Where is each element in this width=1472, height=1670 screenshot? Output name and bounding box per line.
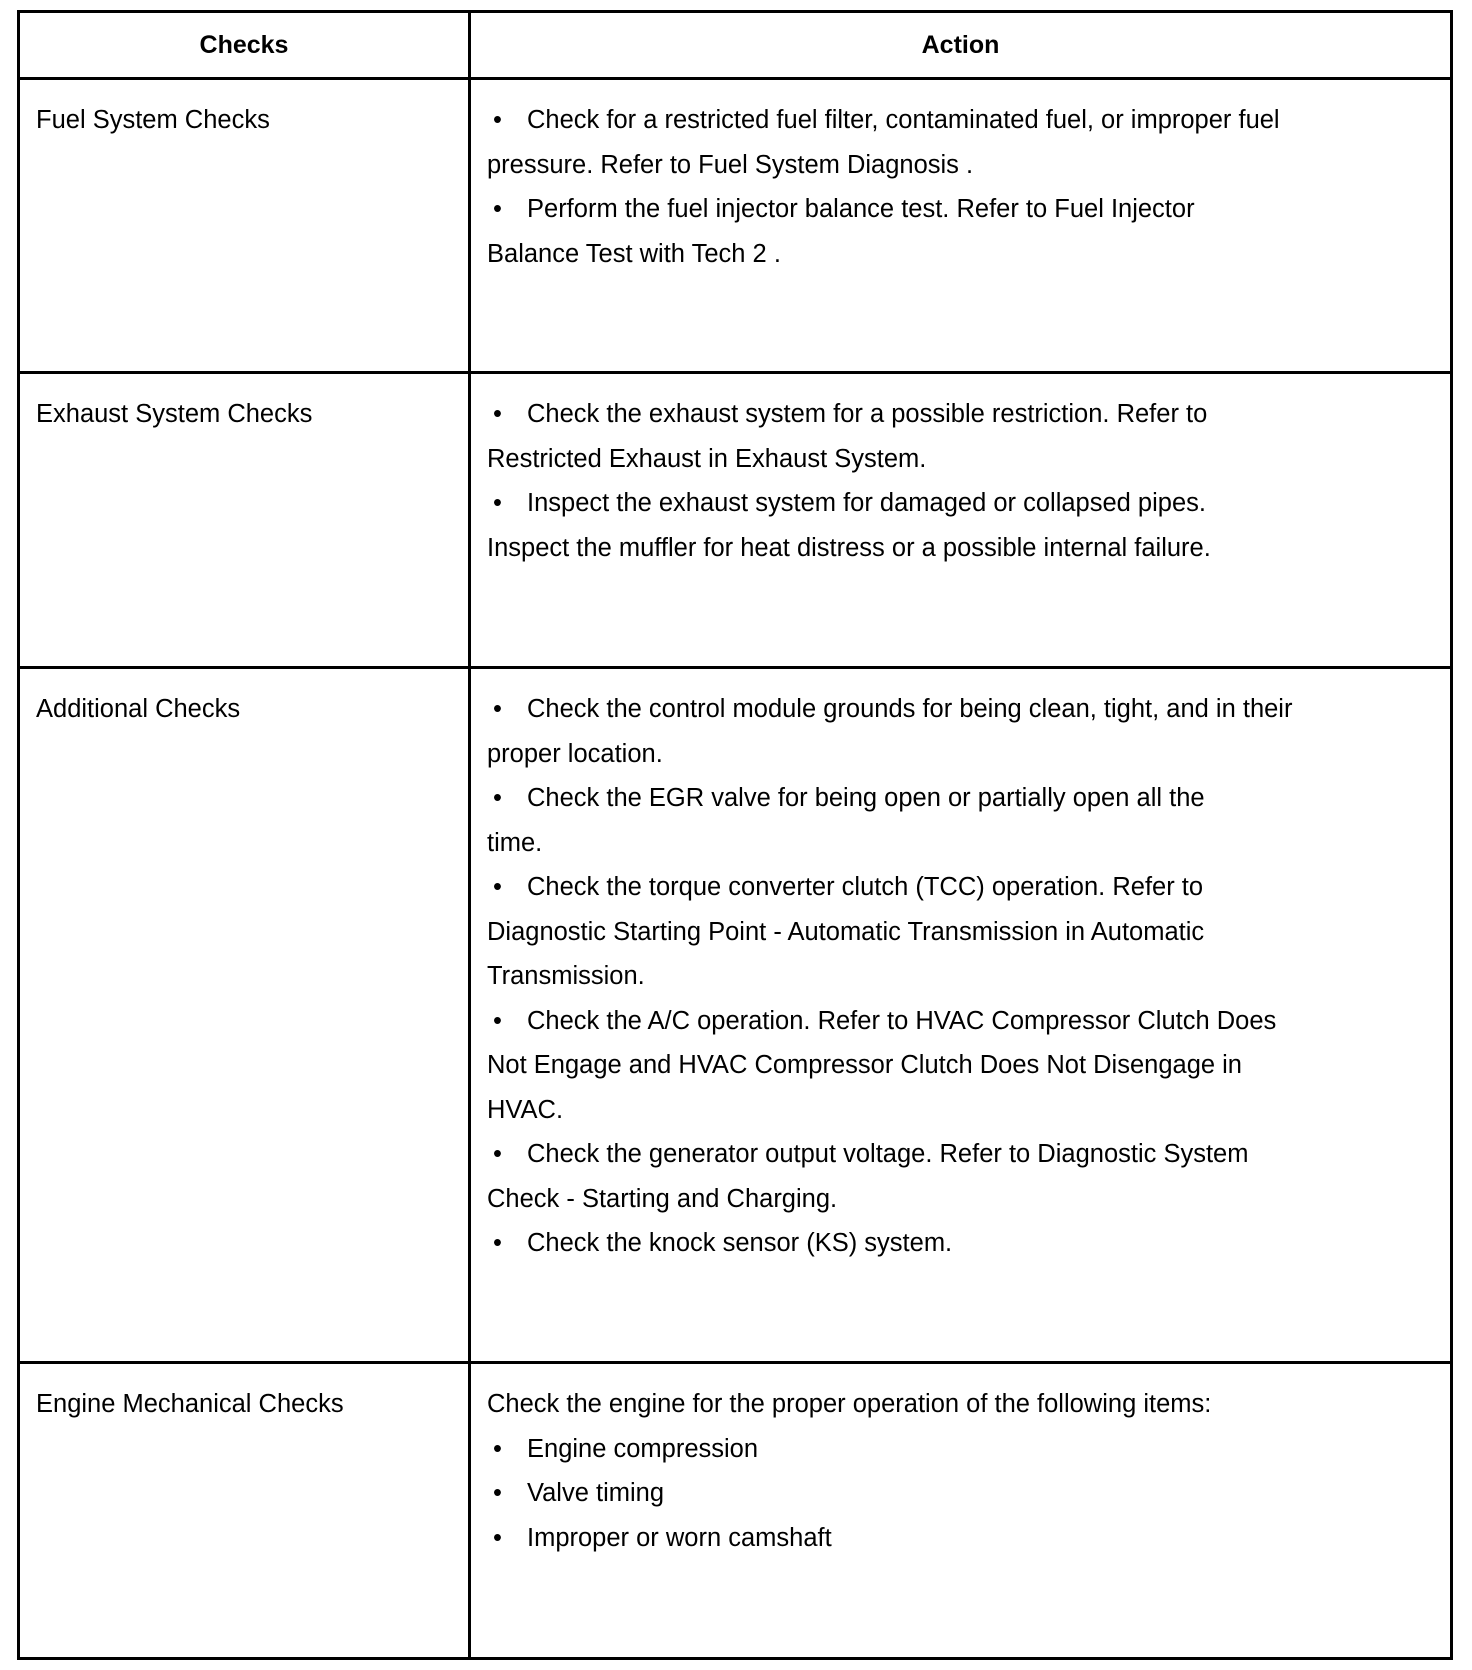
action-text: Improper or worn camshaft xyxy=(527,1523,832,1552)
action-text: Check the control module grounds for being clean, tight, and in their xyxy=(527,695,1293,723)
table-row xyxy=(19,373,1452,668)
action-line xyxy=(487,821,1450,866)
action-text: Check the knock sensor (KS) system. xyxy=(527,1229,953,1257)
action-line xyxy=(487,232,1450,277)
action-line xyxy=(487,999,1450,1044)
header-row xyxy=(19,12,1452,79)
header-checks: Checks xyxy=(19,12,470,79)
action-text: Engine compression xyxy=(527,1434,759,1463)
bullet-icon: • xyxy=(493,1523,502,1552)
bullet-icon: • xyxy=(493,873,502,901)
action-line xyxy=(487,1516,1450,1561)
bullet-icon: • xyxy=(493,695,502,723)
action-line xyxy=(487,437,1450,482)
check-cell xyxy=(19,1363,470,1659)
action-line xyxy=(487,1043,1450,1088)
table-row xyxy=(19,668,1452,1363)
action-text: Valve timing xyxy=(527,1479,665,1507)
bullet-icon: • xyxy=(493,784,502,812)
check-cell xyxy=(19,668,470,1363)
action-cell xyxy=(470,79,1452,373)
action-line xyxy=(487,392,1450,437)
table-row xyxy=(19,1363,1452,1659)
check-label: Fuel System Checks xyxy=(36,106,270,134)
action-text: time. xyxy=(487,828,543,857)
bullet-icon: • xyxy=(493,489,502,517)
action-line xyxy=(487,143,1450,188)
action-line xyxy=(487,481,1450,526)
action-line xyxy=(487,1382,1450,1427)
action-line xyxy=(487,526,1450,571)
action-text: Perform the fuel injector balance test. Refer to Fuel Injector xyxy=(527,195,1195,223)
action-text: Diagnostic Starting Point - Automatic Transmission in Automatic xyxy=(487,917,1205,946)
action-line xyxy=(487,98,1450,143)
action-cell xyxy=(470,668,1452,1363)
action-line xyxy=(487,910,1450,955)
action-cell xyxy=(470,1363,1452,1659)
bullet-icon: • xyxy=(493,106,502,134)
action-text: Check the generator output voltage. Refer to Diagnostic System xyxy=(527,1140,1249,1168)
action-text: Not Engage and HVAC Compressor Clutch Does Not Disengage in xyxy=(487,1051,1242,1079)
action-text: Balance Test with Tech 2 . xyxy=(487,239,781,268)
action-line xyxy=(487,954,1450,999)
action-text: Inspect the exhaust system for damaged or collapsed pipes. xyxy=(527,489,1206,517)
bullet-icon: • xyxy=(493,1434,502,1463)
action-text: Restricted Exhaust in Exhaust System. xyxy=(487,444,927,473)
bullet-icon: • xyxy=(493,195,502,223)
action-line xyxy=(487,1132,1450,1177)
action-text: Transmission. xyxy=(487,962,645,990)
action-cell xyxy=(470,373,1452,668)
check-cell xyxy=(19,373,470,668)
action-line xyxy=(487,1471,1450,1516)
action-line xyxy=(487,1088,1450,1133)
action-text: Check the torque converter clutch (TCC) operation. Refer to xyxy=(527,873,1204,901)
action-line xyxy=(487,1177,1450,1222)
checks-table xyxy=(17,10,1453,1660)
action-text: Check - Starting and Charging. xyxy=(487,1184,838,1213)
check-label: Additional Checks xyxy=(36,695,241,723)
action-text: pressure. Refer to Fuel System Diagnosis . xyxy=(487,150,974,179)
action-text: Check the exhaust system for a possible restriction. Refer to xyxy=(527,400,1208,428)
header-action: Action xyxy=(470,12,1452,79)
check-label: Exhaust System Checks xyxy=(36,400,313,428)
action-line xyxy=(487,732,1450,777)
action-text: Inspect the muffler for heat distress or a possible internal failure. xyxy=(487,533,1211,562)
action-text: Check the A/C operation. Refer to HVAC Compressor Clutch Does xyxy=(527,1006,1277,1035)
action-text: Check the EGR valve for being open or partially open all the xyxy=(527,784,1205,812)
action-line xyxy=(487,687,1450,732)
action-text: Check the engine for the proper operation of the following items: xyxy=(487,1390,1212,1418)
action-line xyxy=(487,865,1450,910)
action-line xyxy=(487,1427,1450,1472)
bullet-icon: • xyxy=(493,1229,502,1257)
action-line xyxy=(487,1221,1450,1266)
table-row xyxy=(19,79,1452,373)
bullet-icon: • xyxy=(493,1140,502,1168)
action-text: Check for a restricted fuel filter, contaminated fuel, or improper fuel xyxy=(527,106,1280,134)
action-text: proper location. xyxy=(487,739,663,768)
bullet-icon: • xyxy=(493,1479,502,1507)
bullet-icon: • xyxy=(493,1006,502,1035)
check-cell xyxy=(19,79,470,373)
bullet-icon: • xyxy=(493,400,502,428)
check-label: Engine Mechanical Checks xyxy=(36,1390,344,1418)
action-line xyxy=(487,187,1450,232)
action-text: HVAC. xyxy=(487,1095,564,1124)
action-line xyxy=(487,776,1450,821)
